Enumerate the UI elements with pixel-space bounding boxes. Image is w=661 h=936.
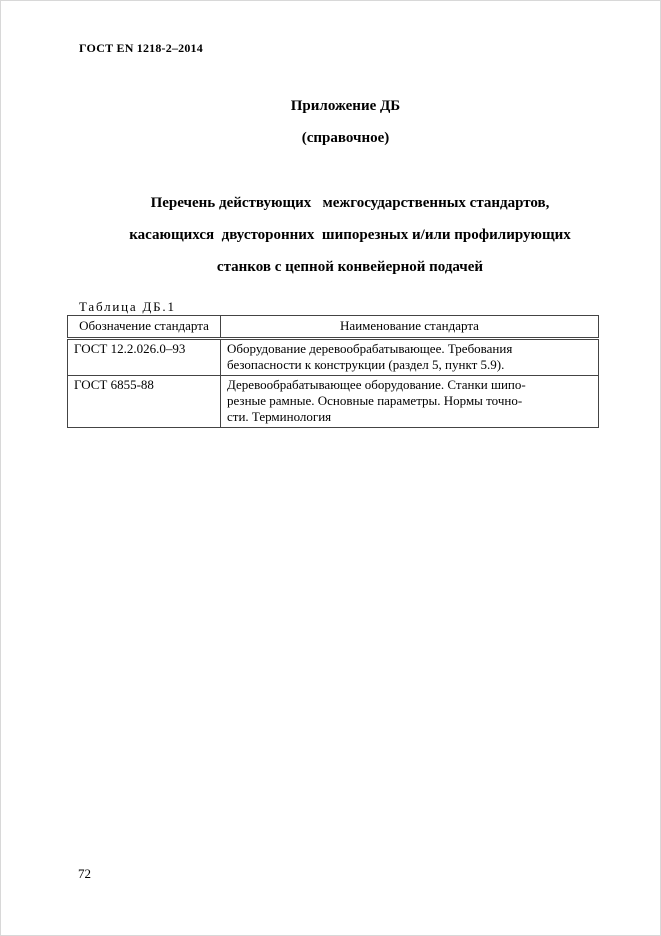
list-title-line: Перечень действующих межгосударственных стандартов, [150, 195, 550, 211]
table-row [68, 339, 599, 376]
standard-code-cell: ГОСТ 6855-88 [68, 376, 221, 428]
page-number: 72 [78, 866, 91, 881]
standard-name-line: безопасности к конструкции (раздел 5, пункт 5.9). [227, 357, 505, 372]
list-title-line: касающихся двусторонних шипорезных и/или профилирующих [129, 227, 571, 243]
column-header-name: Наименование стандарта [221, 316, 599, 339]
table-header-row [68, 316, 599, 339]
standard-name-cell [221, 376, 599, 428]
document-id: ГОСТ EN 1218-2–2014 [79, 41, 203, 55]
appendix-status: (справочное) [301, 130, 390, 146]
column-header-code: Обозначение стандарта [68, 316, 221, 339]
standards-table [67, 315, 599, 428]
table-caption: Таблица ДБ.1 [79, 299, 176, 314]
list-title-line: станков с цепной конвейерной подачей [216, 259, 484, 275]
standard-name-line: Деревообрабатывающее оборудование. Станки шипо- [227, 377, 526, 392]
table-row [68, 376, 599, 428]
appendix-title: Приложение ДБ [290, 98, 401, 114]
standard-code-cell: ГОСТ 12.2.026.0–93 [68, 339, 221, 376]
list-title [60, 187, 640, 283]
standard-name-line: сти. Терминология [227, 409, 332, 424]
standard-name-line: резные рамные. Основные параметры. Нормы точно- [227, 393, 523, 408]
standard-name-line: Оборудование деревообрабатывающее. Требования [227, 341, 513, 356]
standard-name-cell [221, 339, 599, 376]
